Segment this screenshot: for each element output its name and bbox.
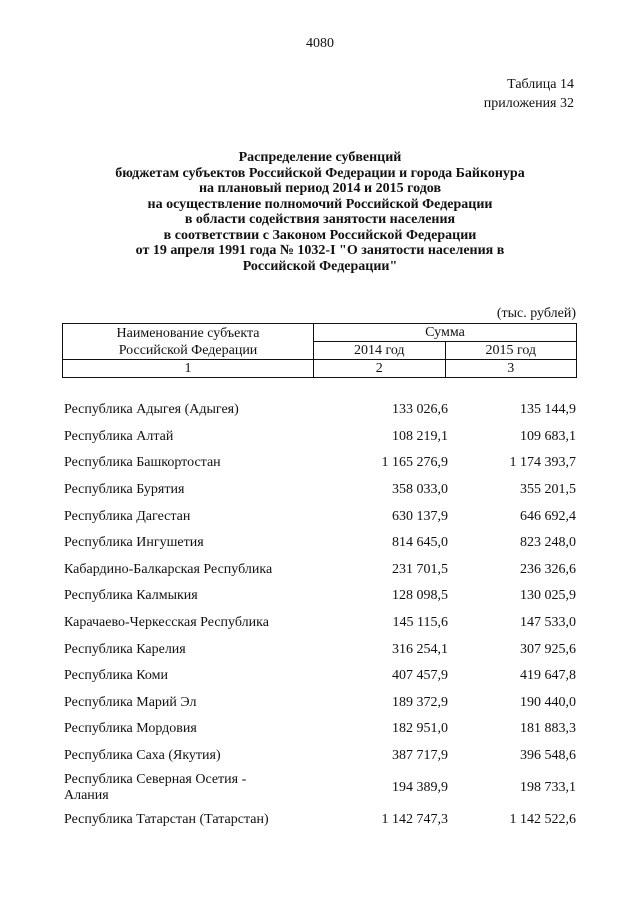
row-name: Республика Бурятия <box>64 482 185 498</box>
row-name: Кабардино-Балкарская Республика <box>64 561 273 577</box>
row-value-2015: 307 925,6 <box>520 641 576 657</box>
header-year-2014: 2014 год <box>314 342 446 360</box>
row-name: Республика Калмыкия <box>64 588 198 604</box>
row-value-2015: 147 533,0 <box>520 615 576 631</box>
row-value-2015: 130 025,9 <box>520 588 576 604</box>
table-row <box>64 530 576 557</box>
row-value-2015: 109 683,1 <box>520 428 576 444</box>
table-row <box>64 583 576 610</box>
header-col-3: 3 <box>445 360 577 378</box>
row-value-2015: 135 144,9 <box>520 402 576 418</box>
table-row <box>64 450 576 477</box>
title-line-2: бюджетам субъектов Российской Федерации и города Байконура <box>115 165 525 181</box>
header-col-1: 1 <box>63 360 314 378</box>
table-row <box>64 716 576 743</box>
row-name: Карачаево-Черкесская Республика <box>64 615 269 631</box>
table-header <box>62 323 577 378</box>
row-name: Республика Дагестан <box>64 508 191 524</box>
row-name: Республика Башкортостан <box>64 455 221 471</box>
row-value-2014: 231 701,5 <box>392 561 448 577</box>
table-row <box>64 636 576 663</box>
row-name: Республика Мордовия <box>64 721 197 737</box>
row-value-2015: 236 326,6 <box>520 561 576 577</box>
table-row <box>64 424 576 451</box>
header-name-line2: Российской Федерации <box>118 342 258 358</box>
row-value-2014: 358 033,0 <box>392 482 448 498</box>
row-value-2014: 145 115,6 <box>392 615 448 631</box>
table-reference <box>484 75 574 113</box>
units-label: (тыс. рублей) <box>496 306 576 321</box>
table-row <box>64 690 576 717</box>
row-name-line1: Республика Северная Осетия - <box>64 771 247 787</box>
row-value-2014: 189 372,9 <box>392 694 448 710</box>
row-name <box>64 772 314 804</box>
row-value-2015: 646 692,4 <box>520 508 576 524</box>
page-number: 4080 <box>306 36 334 51</box>
title-line-5: в области содействия занятости населения <box>184 212 456 227</box>
row-value-2014: 194 389,9 <box>392 779 448 795</box>
table-row <box>64 557 576 584</box>
row-name: Республика Саха (Якутия) <box>64 748 221 764</box>
table-body <box>64 397 576 833</box>
row-value-2014: 1 165 276,9 <box>381 455 448 471</box>
row-value-2014: 1 142 747,3 <box>381 811 448 827</box>
row-value-2014: 108 219,1 <box>392 428 448 444</box>
table-row <box>64 806 576 833</box>
row-value-2015: 823 248,0 <box>520 535 576 551</box>
row-value-2014: 128 098,5 <box>392 588 448 604</box>
table-ref-line1: Таблица 14 <box>507 77 574 92</box>
row-value-2014: 387 717,9 <box>392 748 448 764</box>
title-line-6: в соответствии с Законом Российской Федерации <box>163 227 477 243</box>
table-row <box>64 397 576 424</box>
row-name: Республика Карелия <box>64 641 186 657</box>
table-ref-line2: приложения 32 <box>483 96 574 111</box>
table-row <box>64 743 576 770</box>
document-title <box>60 150 580 274</box>
title-line-3: на плановый период 2014 и 2015 годов <box>198 181 442 196</box>
table-row <box>64 663 576 690</box>
header-year-2015: 2015 год <box>445 342 577 360</box>
row-name: Республика Марий Эл <box>64 694 197 710</box>
row-value-2015: 396 548,6 <box>520 748 576 764</box>
header-col-2: 2 <box>314 360 446 378</box>
table-row <box>64 769 576 806</box>
row-value-2014: 407 457,9 <box>392 668 448 684</box>
row-value-2014: 133 026,6 <box>392 402 448 418</box>
table-row <box>64 610 576 637</box>
row-value-2014: 630 137,9 <box>392 508 448 524</box>
row-value-2015: 198 733,1 <box>520 779 576 795</box>
row-value-2015: 419 647,8 <box>520 668 576 684</box>
row-name: Республика Коми <box>64 668 168 684</box>
title-line-7: от 19 апреля 1991 года № 1032-I "О занятости населения в <box>135 243 505 258</box>
title-line-4: на осуществление полномочий Российской Федерации <box>147 196 493 212</box>
row-name-line2: Алания <box>64 787 109 803</box>
row-value-2015: 355 201,5 <box>520 482 576 498</box>
row-value-2015: 1 174 393,7 <box>509 455 576 471</box>
row-value-2014: 814 645,0 <box>392 535 448 551</box>
row-value-2014: 316 254,1 <box>392 641 448 657</box>
row-value-2014: 182 951,0 <box>392 721 448 737</box>
header-sum: Сумма <box>314 324 577 342</box>
header-name-cell <box>63 324 314 360</box>
header-name-line1: Наименование субъекта <box>116 325 260 341</box>
title-line-8: Российской Федерации" <box>242 258 398 274</box>
row-name: Республика Татарстан (Татарстан) <box>64 811 269 827</box>
row-value-2015: 1 142 522,6 <box>509 811 576 827</box>
title-line-1: Распределение субвенций <box>238 150 402 165</box>
row-name: Республика Ингушетия <box>64 535 204 551</box>
row-name: Республика Адыгея (Адыгея) <box>64 402 239 418</box>
row-name: Республика Алтай <box>64 428 174 444</box>
row-value-2015: 190 440,0 <box>520 694 576 710</box>
row-value-2015: 181 883,3 <box>520 721 576 737</box>
table-row <box>64 503 576 530</box>
table-row <box>64 477 576 504</box>
